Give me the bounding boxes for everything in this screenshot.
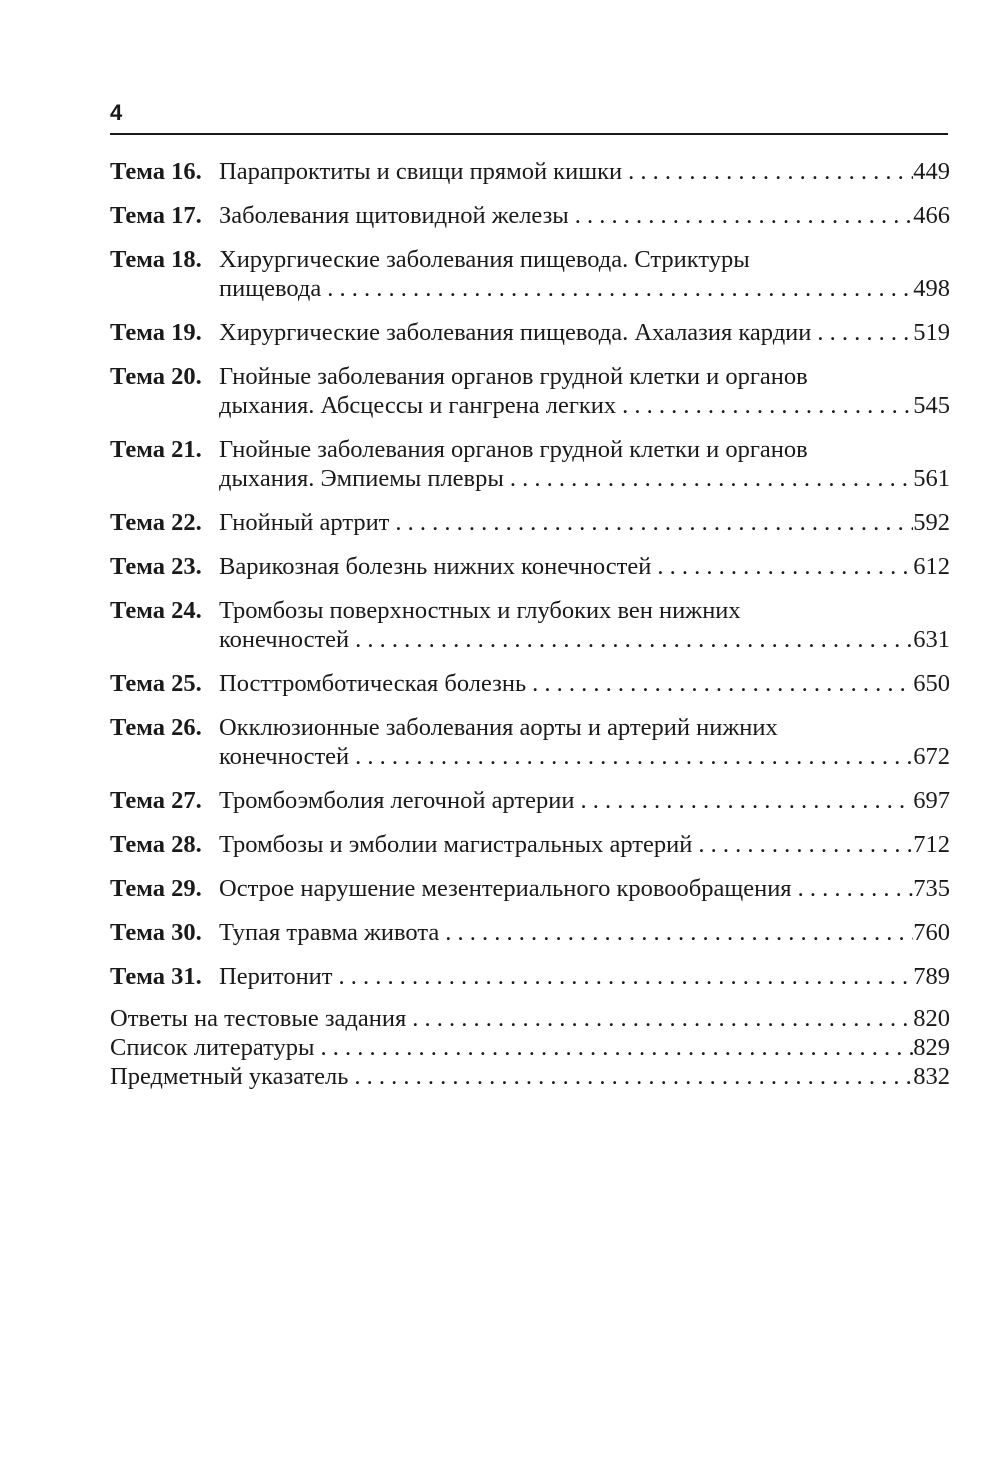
header-rule (110, 133, 948, 135)
toc-entry-label: Тема 20. (110, 363, 202, 390)
toc-entry-title: Окклюзионные заболевания аорты и артерий нижних (219, 714, 778, 741)
toc-entry-title: конечностей (219, 743, 350, 770)
dot-leader (574, 786, 913, 815)
toc-entry[interactable] (110, 508, 950, 537)
dot-leader (314, 1033, 913, 1062)
toc-entry-label: Тема 31. (110, 963, 202, 990)
toc-entry-page: 672 (913, 743, 950, 770)
toc-entry-label: Тема 23. (110, 553, 202, 580)
dot-leader (622, 157, 913, 186)
toc-entry-body (219, 201, 950, 230)
toc-entry-body (219, 552, 950, 581)
toc-entry-title: Тупая травма живота (219, 919, 440, 946)
page-number: 4 (110, 100, 123, 125)
toc-entry-title: Тромбозы поверхностных и глубоких вен нижних (219, 597, 741, 624)
toc-entry-title: Хирургические заболевания пищевода. Стриктуры (219, 246, 750, 273)
toc-entry[interactable] (110, 830, 950, 859)
toc-entry-page: 466 (913, 202, 950, 229)
toc-entry-label: Тема 29. (110, 875, 202, 902)
dot-leader (692, 830, 913, 859)
toc-entry-page: 519 (913, 319, 950, 346)
toc-entry-body (219, 157, 950, 186)
dot-leader (321, 274, 913, 303)
toc-appendix-item[interactable] (110, 1033, 950, 1062)
toc-entry-body (219, 669, 950, 698)
toc-appendix-title: Ответы на тестовые задания (110, 1005, 407, 1032)
toc-entry[interactable] (110, 362, 950, 420)
toc-entry-label: Тема 28. (110, 831, 202, 858)
toc-entry-title-line (219, 713, 950, 742)
toc-entry-last-line (219, 464, 950, 493)
toc-entry[interactable] (110, 201, 950, 230)
toc-entry-last-line (219, 201, 950, 230)
toc-entry-title: Тромбозы и эмболии магистральных артерий (219, 831, 693, 858)
toc-entry-label: Тема 30. (110, 919, 202, 946)
toc-entry-title: дыхания. Абсцессы и гангрена легких (219, 392, 617, 419)
toc-entry-body (219, 508, 950, 537)
toc-entry-title-line (219, 362, 950, 391)
toc-entry-label: Тема 26. (110, 714, 202, 741)
toc-entry[interactable] (110, 669, 950, 698)
toc-entry-title: Заболевания щитовидной железы (219, 202, 569, 229)
toc-appendix-page: 832 (913, 1063, 950, 1090)
toc-entry-page: 760 (913, 919, 950, 946)
toc-entry-page: 545 (913, 392, 950, 419)
toc-appendix (110, 1004, 950, 1091)
toc-entry-title: Посттромботическая болезнь (219, 670, 527, 697)
toc-entry[interactable] (110, 318, 950, 347)
toc-entry-page: 735 (913, 875, 950, 902)
toc-entry-body (219, 596, 950, 654)
dot-leader (389, 508, 913, 537)
toc-appendix-title: Предметный указатель (110, 1063, 349, 1090)
toc-entry-body (219, 918, 950, 947)
toc-entry-label: Тема 18. (110, 246, 202, 273)
table-of-contents (110, 157, 950, 1091)
toc-entry-title-line (219, 596, 950, 625)
toc-entry-label: Тема 17. (110, 202, 202, 229)
toc-entry-page: 650 (913, 670, 950, 697)
toc-entry-last-line (219, 918, 950, 947)
toc-entry-label: Тема 19. (110, 319, 202, 346)
toc-appendix-item[interactable] (110, 1004, 950, 1033)
toc-entry-body (219, 245, 950, 303)
toc-entry-title: Гнойные заболевания органов грудной клетки и органов (219, 436, 808, 463)
toc-entry-last-line (219, 830, 950, 859)
toc-entry-title-line (219, 245, 950, 274)
dot-leader (349, 742, 913, 771)
toc-entry-label: Тема 24. (110, 597, 202, 624)
toc-entry-body (219, 318, 950, 347)
toc-entry-title: Перитонит (219, 963, 333, 990)
toc-entry-page: 612 (913, 553, 950, 580)
toc-entry-label: Тема 21. (110, 436, 202, 463)
toc-entry[interactable] (110, 918, 950, 947)
toc-entry-body (219, 830, 950, 859)
toc-entry-label: Тема 22. (110, 509, 202, 536)
toc-entry-last-line (219, 669, 950, 698)
toc-entry-title: конечностей (219, 626, 350, 653)
toc-entry-body (219, 962, 950, 991)
dot-leader (569, 201, 914, 230)
toc-entry-last-line (219, 157, 950, 186)
toc-entry[interactable] (110, 552, 950, 581)
toc-entry-page: 712 (913, 831, 950, 858)
toc-entry-body (219, 874, 950, 903)
toc-entry[interactable] (110, 596, 950, 654)
toc-entry-title: Хирургические заболевания пищевода. Ахалазия кардии (219, 319, 812, 346)
toc-entry-title: Гнойные заболевания органов грудной клетки и органов (219, 363, 808, 390)
toc-entry-last-line (219, 552, 950, 581)
dot-leader (504, 464, 913, 493)
toc-entry-label: Тема 27. (110, 787, 202, 814)
toc-entry-last-line (219, 786, 950, 815)
toc-entry-page: 789 (913, 963, 950, 990)
toc-entry-last-line (219, 742, 950, 771)
toc-entry-last-line (219, 318, 950, 347)
toc-entry-page: 449 (913, 158, 950, 185)
toc-entry-body (219, 786, 950, 815)
dot-leader (811, 318, 913, 347)
toc-appendix-item[interactable] (110, 1062, 950, 1091)
toc-entry[interactable] (110, 435, 950, 493)
toc-entry-page: 592 (913, 509, 950, 536)
toc-entry[interactable] (110, 874, 950, 903)
dot-leader (651, 552, 913, 581)
toc-entry-title: дыхания. Эмпиемы плевры (219, 465, 504, 492)
dot-leader (439, 918, 913, 947)
toc-entry-title-line (219, 435, 950, 464)
toc-entry[interactable] (110, 786, 950, 815)
toc-entry-body (219, 713, 950, 771)
toc-entry-body (219, 435, 950, 493)
toc-entry-page: 631 (913, 626, 950, 653)
toc-entry-title: Тромбоэмболия легочной артерии (219, 787, 575, 814)
dot-leader (333, 962, 914, 991)
toc-entry-last-line (219, 874, 950, 903)
toc-appendix-title: Список литературы (110, 1034, 315, 1061)
toc-entry-last-line (219, 508, 950, 537)
dot-leader (526, 669, 913, 698)
dot-leader (348, 1062, 913, 1091)
dot-leader (792, 874, 914, 903)
dot-leader (406, 1004, 913, 1033)
toc-entry[interactable] (110, 157, 950, 186)
dot-leader (616, 391, 913, 420)
toc-appendix-page: 820 (913, 1005, 950, 1032)
toc-entry-title: Парапроктиты и свищи прямой кишки (219, 158, 623, 185)
toc-entry-page: 498 (913, 275, 950, 302)
dot-leader (349, 625, 913, 654)
toc-entry[interactable] (110, 962, 950, 991)
toc-entry-body (219, 362, 950, 420)
toc-entry[interactable] (110, 713, 950, 771)
toc-appendix-page: 829 (913, 1034, 950, 1061)
toc-entry-title: пищевода (219, 275, 322, 302)
toc-entry-page: 697 (913, 787, 950, 814)
toc-entry-last-line (219, 391, 950, 420)
toc-entry-label: Тема 16. (110, 158, 202, 185)
toc-entry[interactable] (110, 245, 950, 303)
toc-entry-title: Варикозная болезнь нижних конечностей (219, 553, 652, 580)
toc-entry-title: Гнойный артрит (219, 509, 390, 536)
toc-entry-page: 561 (913, 465, 950, 492)
toc-entry-label: Тема 25. (110, 670, 202, 697)
toc-entry-last-line (219, 625, 950, 654)
toc-entry-last-line (219, 962, 950, 991)
toc-entry-title: Острое нарушение мезентериального кровообращения (219, 875, 792, 902)
toc-entry-last-line (219, 274, 950, 303)
